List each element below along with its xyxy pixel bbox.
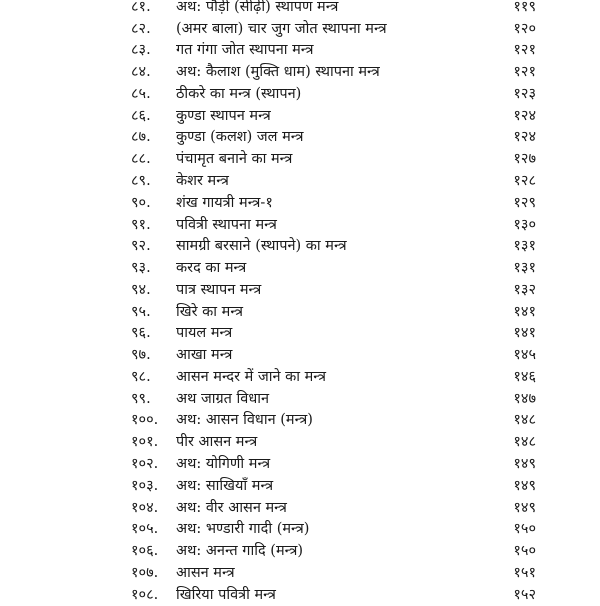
toc-entry: [0, 83, 600, 105]
entry-title: आसन मन्त्र: [176, 565, 235, 581]
entry-page-number: १३१: [513, 238, 536, 254]
entry-page-number: १४१: [513, 325, 536, 341]
toc-entry: [0, 366, 600, 388]
entry-title: केशर मन्त्र: [176, 173, 229, 189]
toc-entry: [0, 192, 600, 214]
toc-entry: [0, 475, 600, 497]
entry-number: ९५.: [131, 304, 151, 320]
toc-entry: [0, 388, 600, 410]
entry-title: खिरे का मन्त्र: [176, 304, 244, 320]
entry-number: ९०.: [131, 195, 151, 211]
entry-title: अथ: वीर आसन मन्त्र: [176, 500, 287, 516]
entry-number: ८९.: [131, 173, 151, 189]
entry-number: ९७.: [131, 347, 151, 363]
entry-number: ८२.: [131, 21, 151, 37]
entry-number: १००.: [131, 412, 159, 428]
entry-title: सामग्री बरसाने (स्थापने) का मन्त्र: [176, 238, 347, 254]
toc-entry: [0, 126, 600, 148]
entry-page-number: १५१: [513, 565, 536, 581]
entry-title: पीर आसन मन्त्र: [176, 434, 258, 450]
entry-page-number: १२८: [513, 173, 536, 189]
entry-title: करद का मन्त्र: [176, 260, 247, 276]
entry-number: १०२.: [131, 456, 159, 472]
entry-number: ८३.: [131, 42, 151, 58]
entry-title: खिरिया पवित्री मन्त्र: [176, 587, 276, 603]
entry-title: पायल मन्त्र: [176, 325, 233, 341]
toc-entry: [0, 518, 600, 540]
entry-number: ९८.: [131, 369, 151, 385]
entry-title: पवित्री स्थापना मन्त्र: [176, 217, 277, 233]
entry-title: शंख गायत्री मन्त्र-१: [176, 195, 273, 211]
entry-number: १०६.: [131, 543, 159, 559]
toc-entry: [0, 584, 600, 606]
entry-title: कुण्डा (कलश) जल मन्त्र: [176, 129, 304, 145]
toc-entry: [0, 540, 600, 562]
entry-page-number: १२१: [513, 42, 536, 58]
entry-number: ९९.: [131, 391, 151, 407]
entry-page-number: १५२: [513, 587, 536, 603]
entry-number: १०४.: [131, 500, 159, 516]
entry-title: पंचामृत बनाने का मन्त्र: [176, 151, 293, 167]
entry-page-number: १४९: [513, 478, 536, 494]
entry-title: गत गंगा जोत स्थापना मन्त्र: [176, 42, 314, 58]
entry-page-number: १२९: [513, 195, 536, 211]
toc-entry: [0, 0, 600, 18]
entry-page-number: १२४: [513, 129, 536, 145]
entry-number: १०५.: [131, 521, 159, 537]
entry-number: ८५.: [131, 86, 151, 102]
entry-number: ८८.: [131, 151, 151, 167]
entry-number: ९२.: [131, 238, 151, 254]
entry-page-number: १४६: [513, 369, 536, 385]
entry-number: ८७.: [131, 129, 151, 145]
entry-page-number: १३२: [513, 282, 536, 298]
entry-page-number: १४७: [513, 391, 536, 407]
entry-title: अथ: साखियाँ मन्त्र: [176, 478, 274, 494]
toc-entry: [0, 497, 600, 519]
entry-number: १०३.: [131, 478, 159, 494]
toc-entry: [0, 301, 600, 323]
entry-title: पात्र स्थापन मन्त्र: [176, 282, 262, 298]
entry-number: १०१.: [131, 434, 159, 450]
entry-page-number: १४८: [513, 412, 536, 428]
entry-title: आसन मन्दर में जाने का मन्त्र: [176, 369, 327, 385]
toc-entry: [0, 453, 600, 475]
toc-entry: [0, 61, 600, 83]
entry-page-number: १२१: [513, 64, 536, 80]
entry-page-number: १४५: [513, 347, 536, 363]
entry-number: ९४.: [131, 282, 151, 298]
toc-entry: [0, 235, 600, 257]
toc-entry: [0, 39, 600, 61]
entry-page-number: १४९: [513, 500, 536, 516]
entry-page-number: १४८: [513, 434, 536, 450]
entry-number: ९१.: [131, 217, 151, 233]
entry-number: १०७.: [131, 565, 159, 581]
entry-title: अथ: योगिणी मन्त्र: [176, 456, 271, 472]
toc-entry: [0, 409, 600, 431]
entry-page-number: १४९: [513, 456, 536, 472]
entry-page-number: १३०: [513, 217, 536, 233]
entry-page-number: ११९: [513, 0, 536, 15]
entry-page-number: १५०: [513, 543, 536, 559]
entry-page-number: १२४: [513, 108, 536, 124]
toc-entry: [0, 562, 600, 584]
entry-title: कुण्डा स्थापन मन्त्र: [176, 108, 271, 124]
entry-number: ८१.: [131, 0, 151, 15]
toc-entry: [0, 322, 600, 344]
entry-title: आखा मन्त्र: [176, 347, 233, 363]
entry-page-number: १४१: [513, 304, 536, 320]
entry-title: अथ: पौड़ी (सीढ़ी) स्थापण मन्त्र: [176, 0, 339, 15]
entry-title: ठीकरे का मन्त्र (स्थापन): [176, 86, 302, 102]
toc-entry: [0, 214, 600, 236]
entry-number: १०८.: [131, 587, 159, 603]
entry-title: अथ: आसन विधान (मन्त्र): [176, 412, 313, 428]
toc-entry: [0, 18, 600, 40]
entry-page-number: १३१: [513, 260, 536, 276]
entry-title: अथ: भण्डारी गादी (मन्त्र): [176, 521, 310, 537]
entry-number: ८६.: [131, 108, 151, 124]
entry-number: ९६.: [131, 325, 151, 341]
toc-entry: [0, 257, 600, 279]
entry-page-number: १२३: [513, 86, 536, 102]
entry-title: अथ जाग्रत विधान: [176, 391, 270, 407]
toc-entry: [0, 148, 600, 170]
entry-number: ९३.: [131, 260, 151, 276]
toc-entry: [0, 105, 600, 127]
entry-title: अथ: अनन्त गादि (मन्त्र): [176, 543, 303, 559]
entry-number: ८४.: [131, 64, 151, 80]
toc-entry: [0, 344, 600, 366]
toc-entry: [0, 431, 600, 453]
entry-page-number: १५०: [513, 521, 536, 537]
entry-page-number: १२७: [513, 151, 536, 167]
entry-title: अथ: कैलाश (मुक्ति धाम) स्थापना मन्त्र: [176, 64, 380, 80]
entry-page-number: १२०: [513, 21, 536, 37]
toc-entry: [0, 279, 600, 301]
toc-entry: [0, 170, 600, 192]
entry-title: (अमर बाला) चार जुग जोत स्थापना मन्त्र: [176, 21, 387, 37]
